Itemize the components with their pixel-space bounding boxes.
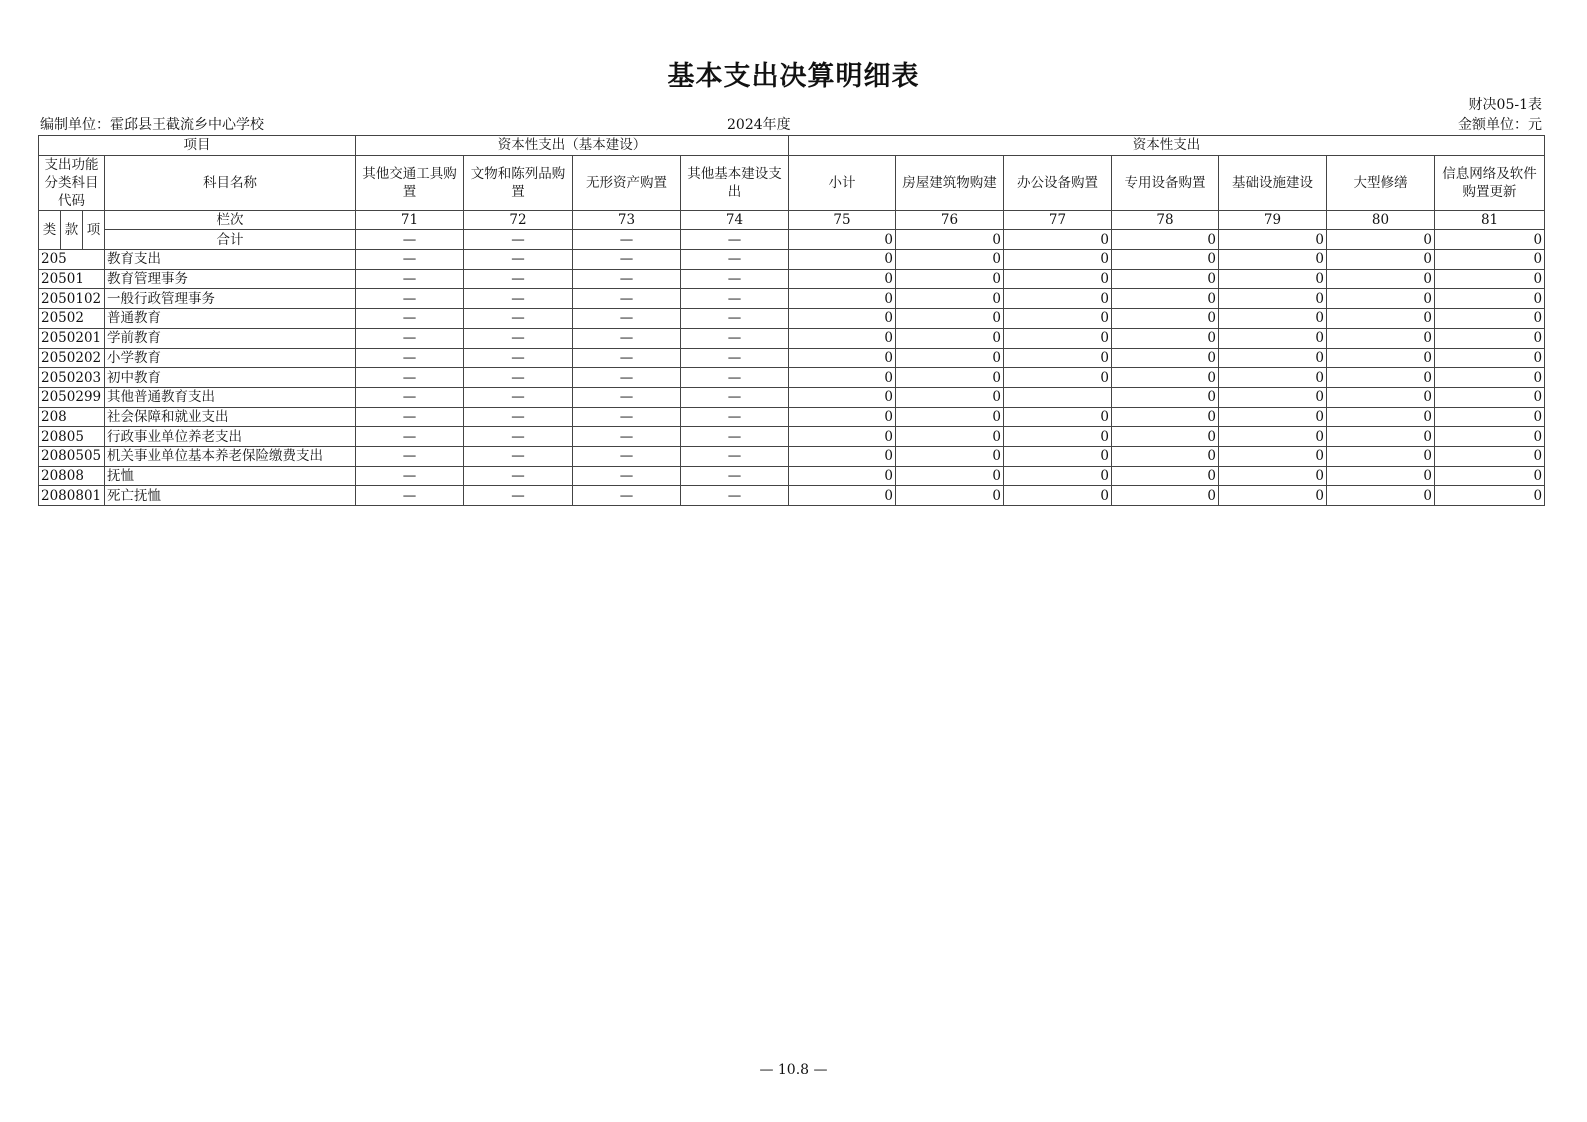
row-value-cell: —: [356, 250, 464, 270]
row-value-cell: —: [573, 407, 681, 427]
table-row: [39, 486, 1545, 506]
row-value-cell: 0: [1112, 466, 1219, 486]
row-value-cell: 0: [1327, 427, 1435, 447]
row-value-cell: 0: [896, 486, 1004, 506]
row-value-cell: 0: [896, 309, 1004, 329]
table-row: [39, 466, 1545, 486]
row-value-cell: —: [573, 427, 681, 447]
table-row: [39, 269, 1545, 289]
row-value-cell: 0: [1004, 348, 1112, 368]
row-value-cell: 0: [1219, 348, 1327, 368]
row-value-cell: 0: [1435, 466, 1545, 486]
row-value-cell: —: [681, 269, 789, 289]
row-value-cell: 0: [896, 269, 1004, 289]
row-value-cell: 0: [1219, 466, 1327, 486]
row-name: 小学教育: [105, 348, 356, 368]
row-value-cell: 0: [1004, 446, 1112, 466]
total-cell: —: [681, 230, 789, 250]
total-row: [39, 230, 1545, 250]
row-value-cell: 0: [1435, 427, 1545, 447]
row-value-cell: 0: [1112, 427, 1219, 447]
row-value-cell: 0: [1435, 486, 1545, 506]
row-value-cell: 0: [789, 387, 896, 407]
header-col: 其他基本建设支出: [681, 155, 789, 210]
row-value-cell: —: [464, 368, 573, 388]
row-value-cell: 0: [789, 250, 896, 270]
row-value-cell: 0: [1112, 328, 1219, 348]
header-col: 房屋建筑物购建: [896, 155, 1004, 210]
row-value-cell: 0: [1219, 446, 1327, 466]
row-value-cell: 0: [1327, 289, 1435, 309]
row-value-cell: 0: [789, 328, 896, 348]
row-value-cell: —: [573, 466, 681, 486]
row-value-cell: 0: [789, 427, 896, 447]
row-value-cell: 0: [1112, 269, 1219, 289]
row-value-cell: 0: [1435, 269, 1545, 289]
row-value-cell: —: [681, 407, 789, 427]
row-value-cell: 0: [1219, 250, 1327, 270]
row-value-cell: —: [464, 427, 573, 447]
row-value-cell: —: [464, 446, 573, 466]
col-number: 75: [789, 210, 896, 230]
row-value-cell: —: [573, 446, 681, 466]
row-value-cell: 0: [789, 466, 896, 486]
row-value-cell: —: [681, 250, 789, 270]
col-number: 76: [896, 210, 1004, 230]
row-code: 2050202: [39, 348, 105, 368]
reporting-unit: 编制单位：霍邱县王截流乡中心学校: [40, 117, 264, 133]
header-col: 基础设施建设: [1219, 155, 1327, 210]
row-code: 20501: [39, 269, 105, 289]
page-number: — 10.8 —: [759, 1062, 828, 1078]
row-value-cell: —: [573, 328, 681, 348]
row-value-cell: —: [356, 368, 464, 388]
row-value-cell: 0: [789, 289, 896, 309]
row-value-cell: —: [573, 289, 681, 309]
row-value-cell: 0: [896, 250, 1004, 270]
row-code: 2050299: [39, 387, 105, 407]
row-value-cell: —: [681, 289, 789, 309]
row-value-cell: —: [573, 309, 681, 329]
form-code: 财决05-1表: [1468, 97, 1542, 113]
total-cell: 0: [1004, 230, 1112, 250]
col-number: 74: [681, 210, 789, 230]
table-row: [39, 407, 1545, 427]
col-number: 79: [1219, 210, 1327, 230]
row-value-cell: —: [464, 407, 573, 427]
row-value-cell: —: [573, 269, 681, 289]
row-value-cell: —: [464, 309, 573, 329]
row-value-cell: 0: [1112, 348, 1219, 368]
row-value-cell: 0: [1327, 309, 1435, 329]
row-code: 20502: [39, 309, 105, 329]
row-value-cell: 0: [1327, 250, 1435, 270]
row-name: 机关事业单位基本养老保险缴费支出: [105, 446, 356, 466]
row-value-cell: —: [573, 348, 681, 368]
row-value-cell: 0: [1219, 387, 1327, 407]
total-cell: —: [573, 230, 681, 250]
header-col: 其他交通工具购置: [356, 155, 464, 210]
row-value-cell: —: [464, 466, 573, 486]
total-cell: 0: [896, 230, 1004, 250]
fiscal-year: 2024年度: [727, 117, 791, 133]
row-value-cell: 0: [1435, 309, 1545, 329]
row-value-cell: 0: [1219, 427, 1327, 447]
table-row: [39, 309, 1545, 329]
row-value-cell: 0: [1327, 269, 1435, 289]
row-value-cell: —: [356, 407, 464, 427]
row-value-cell: 0: [789, 486, 896, 506]
total-cell: —: [356, 230, 464, 250]
row-value-cell: —: [356, 466, 464, 486]
row-value-cell: —: [464, 348, 573, 368]
page-title: 基本支出决算明细表: [667, 61, 920, 92]
row-value-cell: —: [681, 446, 789, 466]
header-xiang: 项: [83, 210, 105, 249]
col-number: 77: [1004, 210, 1112, 230]
row-name: 社会保障和就业支出: [105, 407, 356, 427]
header-col: 专用设备购置: [1112, 155, 1219, 210]
row-name: 其他普通教育支出: [105, 387, 356, 407]
row-value-cell: 0: [896, 348, 1004, 368]
row-code: 205: [39, 250, 105, 270]
row-name: 死亡抚恤: [105, 486, 356, 506]
row-value-cell: 0: [896, 368, 1004, 388]
row-value-cell: —: [356, 309, 464, 329]
total-cell: 0: [1327, 230, 1435, 250]
row-value-cell: 0: [1112, 368, 1219, 388]
row-value-cell: 0: [896, 466, 1004, 486]
row-value-cell: 0: [1219, 368, 1327, 388]
row-value-cell: —: [573, 250, 681, 270]
row-name: 一般行政管理事务: [105, 289, 356, 309]
row-value-cell: 0: [789, 309, 896, 329]
col-number: 80: [1327, 210, 1435, 230]
row-value-cell: —: [681, 368, 789, 388]
row-name: 行政事业单位养老支出: [105, 427, 356, 447]
row-value-cell: —: [681, 328, 789, 348]
row-value-cell: —: [464, 486, 573, 506]
row-value-cell: 0: [1327, 407, 1435, 427]
row-value-cell: 0: [896, 446, 1004, 466]
row-value-cell: —: [681, 387, 789, 407]
row-value-cell: —: [681, 348, 789, 368]
row-value-cell: 0: [789, 368, 896, 388]
row-code: 2050201: [39, 328, 105, 348]
row-name: 普通教育: [105, 309, 356, 329]
row-value-cell: —: [464, 289, 573, 309]
row-code: 2080505: [39, 446, 105, 466]
row-value-cell: 0: [1435, 348, 1545, 368]
row-name: 初中教育: [105, 368, 356, 388]
table-row: [39, 328, 1545, 348]
row-value-cell: 0: [1219, 407, 1327, 427]
header-col: 办公设备购置: [1004, 155, 1112, 210]
table-row: [39, 446, 1545, 466]
row-name: 抚恤: [105, 466, 356, 486]
row-code: 2050203: [39, 368, 105, 388]
row-value-cell: 0: [1219, 309, 1327, 329]
expenditure-detail-table: [38, 135, 1545, 506]
table-row: [39, 289, 1545, 309]
row-value-cell: 0: [1112, 289, 1219, 309]
row-value-cell: 0: [1112, 407, 1219, 427]
table-row: [39, 368, 1545, 388]
row-value-cell: 0: [896, 328, 1004, 348]
table-row: [39, 427, 1545, 447]
row-value-cell: 0: [1004, 289, 1112, 309]
row-value-cell: 0: [1004, 427, 1112, 447]
header-project: 项目: [39, 136, 356, 156]
row-value-cell: 0: [1219, 269, 1327, 289]
row-value-cell: 0: [1004, 407, 1112, 427]
row-value-cell: 0: [1112, 250, 1219, 270]
header-group-capital-construction: 资本性支出（基本建设）: [356, 136, 789, 156]
row-value-cell: 0: [1327, 368, 1435, 388]
row-code: 2080801: [39, 486, 105, 506]
row-value-cell: —: [681, 486, 789, 506]
header-lei: 类: [39, 210, 61, 249]
row-value-cell: 0: [1435, 289, 1545, 309]
row-value-cell: —: [356, 387, 464, 407]
row-value-cell: —: [464, 250, 573, 270]
total-cell: 0: [1435, 230, 1545, 250]
row-value-cell: [1004, 387, 1112, 407]
total-cell: 0: [1112, 230, 1219, 250]
row-value-cell: 0: [896, 387, 1004, 407]
row-value-cell: 0: [789, 348, 896, 368]
total-label: 合计: [105, 230, 356, 250]
row-value-cell: 0: [1112, 486, 1219, 506]
col-number: 71: [356, 210, 464, 230]
row-value-cell: 0: [1004, 328, 1112, 348]
total-cell: —: [464, 230, 573, 250]
row-value-cell: 0: [1435, 407, 1545, 427]
row-value-cell: 0: [896, 289, 1004, 309]
row-value-cell: —: [356, 269, 464, 289]
header-col: 小计: [789, 155, 896, 210]
row-value-cell: 0: [1004, 269, 1112, 289]
row-value-cell: 0: [1327, 328, 1435, 348]
row-value-cell: 0: [1219, 328, 1327, 348]
header-lanci: 栏次: [105, 210, 356, 230]
col-number: 78: [1112, 210, 1219, 230]
row-value-cell: 0: [1435, 368, 1545, 388]
row-value-cell: 0: [1327, 387, 1435, 407]
row-value-cell: —: [573, 368, 681, 388]
header-kuan: 款: [61, 210, 83, 249]
header-col: 无形资产购置: [573, 155, 681, 210]
row-value-cell: 0: [1327, 348, 1435, 368]
row-value-cell: 0: [1327, 466, 1435, 486]
row-name: 教育管理事务: [105, 269, 356, 289]
row-value-cell: —: [464, 269, 573, 289]
table-row: [39, 348, 1545, 368]
row-value-cell: 0: [1435, 387, 1545, 407]
row-code: 2050102: [39, 289, 105, 309]
row-value-cell: —: [681, 466, 789, 486]
row-value-cell: —: [464, 387, 573, 407]
col-number: 81: [1435, 210, 1545, 230]
row-value-cell: —: [573, 486, 681, 506]
row-value-cell: 0: [1112, 387, 1219, 407]
row-value-cell: 0: [789, 446, 896, 466]
row-value-cell: 0: [1435, 328, 1545, 348]
row-name: 学前教育: [105, 328, 356, 348]
header-group-capital: 资本性支出: [789, 136, 1545, 156]
row-value-cell: 0: [1004, 250, 1112, 270]
table-body: [39, 250, 1545, 506]
row-value-cell: —: [681, 427, 789, 447]
row-code: 20808: [39, 466, 105, 486]
row-value-cell: —: [356, 328, 464, 348]
row-value-cell: 0: [1327, 446, 1435, 466]
row-value-cell: —: [356, 348, 464, 368]
row-value-cell: 0: [1004, 309, 1112, 329]
table-row: [39, 250, 1545, 270]
row-value-cell: 0: [789, 407, 896, 427]
row-name: 教育支出: [105, 250, 356, 270]
row-value-cell: 0: [1004, 466, 1112, 486]
row-value-cell: 0: [1327, 486, 1435, 506]
row-value-cell: 0: [1004, 368, 1112, 388]
col-number: 72: [464, 210, 573, 230]
row-value-cell: 0: [1112, 309, 1219, 329]
row-value-cell: 0: [1112, 446, 1219, 466]
header-col: 信息网络及软件购置更新: [1435, 155, 1545, 210]
row-value-cell: —: [464, 328, 573, 348]
row-value-cell: 0: [1435, 250, 1545, 270]
amount-unit: 金额单位：元: [1458, 117, 1542, 133]
row-value-cell: 0: [1435, 446, 1545, 466]
row-value-cell: 0: [1219, 289, 1327, 309]
total-cell: 0: [1219, 230, 1327, 250]
row-value-cell: —: [573, 387, 681, 407]
header-col: 大型修缮: [1327, 155, 1435, 210]
row-value-cell: —: [356, 427, 464, 447]
row-value-cell: 0: [1004, 486, 1112, 506]
header-col: 文物和陈列品购置: [464, 155, 573, 210]
row-value-cell: 0: [1219, 486, 1327, 506]
row-value-cell: —: [356, 446, 464, 466]
row-value-cell: 0: [896, 427, 1004, 447]
header-code-col: 支出功能分类科目代码: [39, 155, 105, 210]
row-code: 20805: [39, 427, 105, 447]
table-row: [39, 387, 1545, 407]
row-value-cell: —: [356, 289, 464, 309]
row-value-cell: 0: [896, 407, 1004, 427]
col-number: 73: [573, 210, 681, 230]
header-name-col: 科目名称: [105, 155, 356, 210]
row-code: 208: [39, 407, 105, 427]
row-value-cell: —: [356, 486, 464, 506]
row-value-cell: 0: [789, 269, 896, 289]
total-cell: 0: [789, 230, 896, 250]
row-value-cell: —: [681, 309, 789, 329]
